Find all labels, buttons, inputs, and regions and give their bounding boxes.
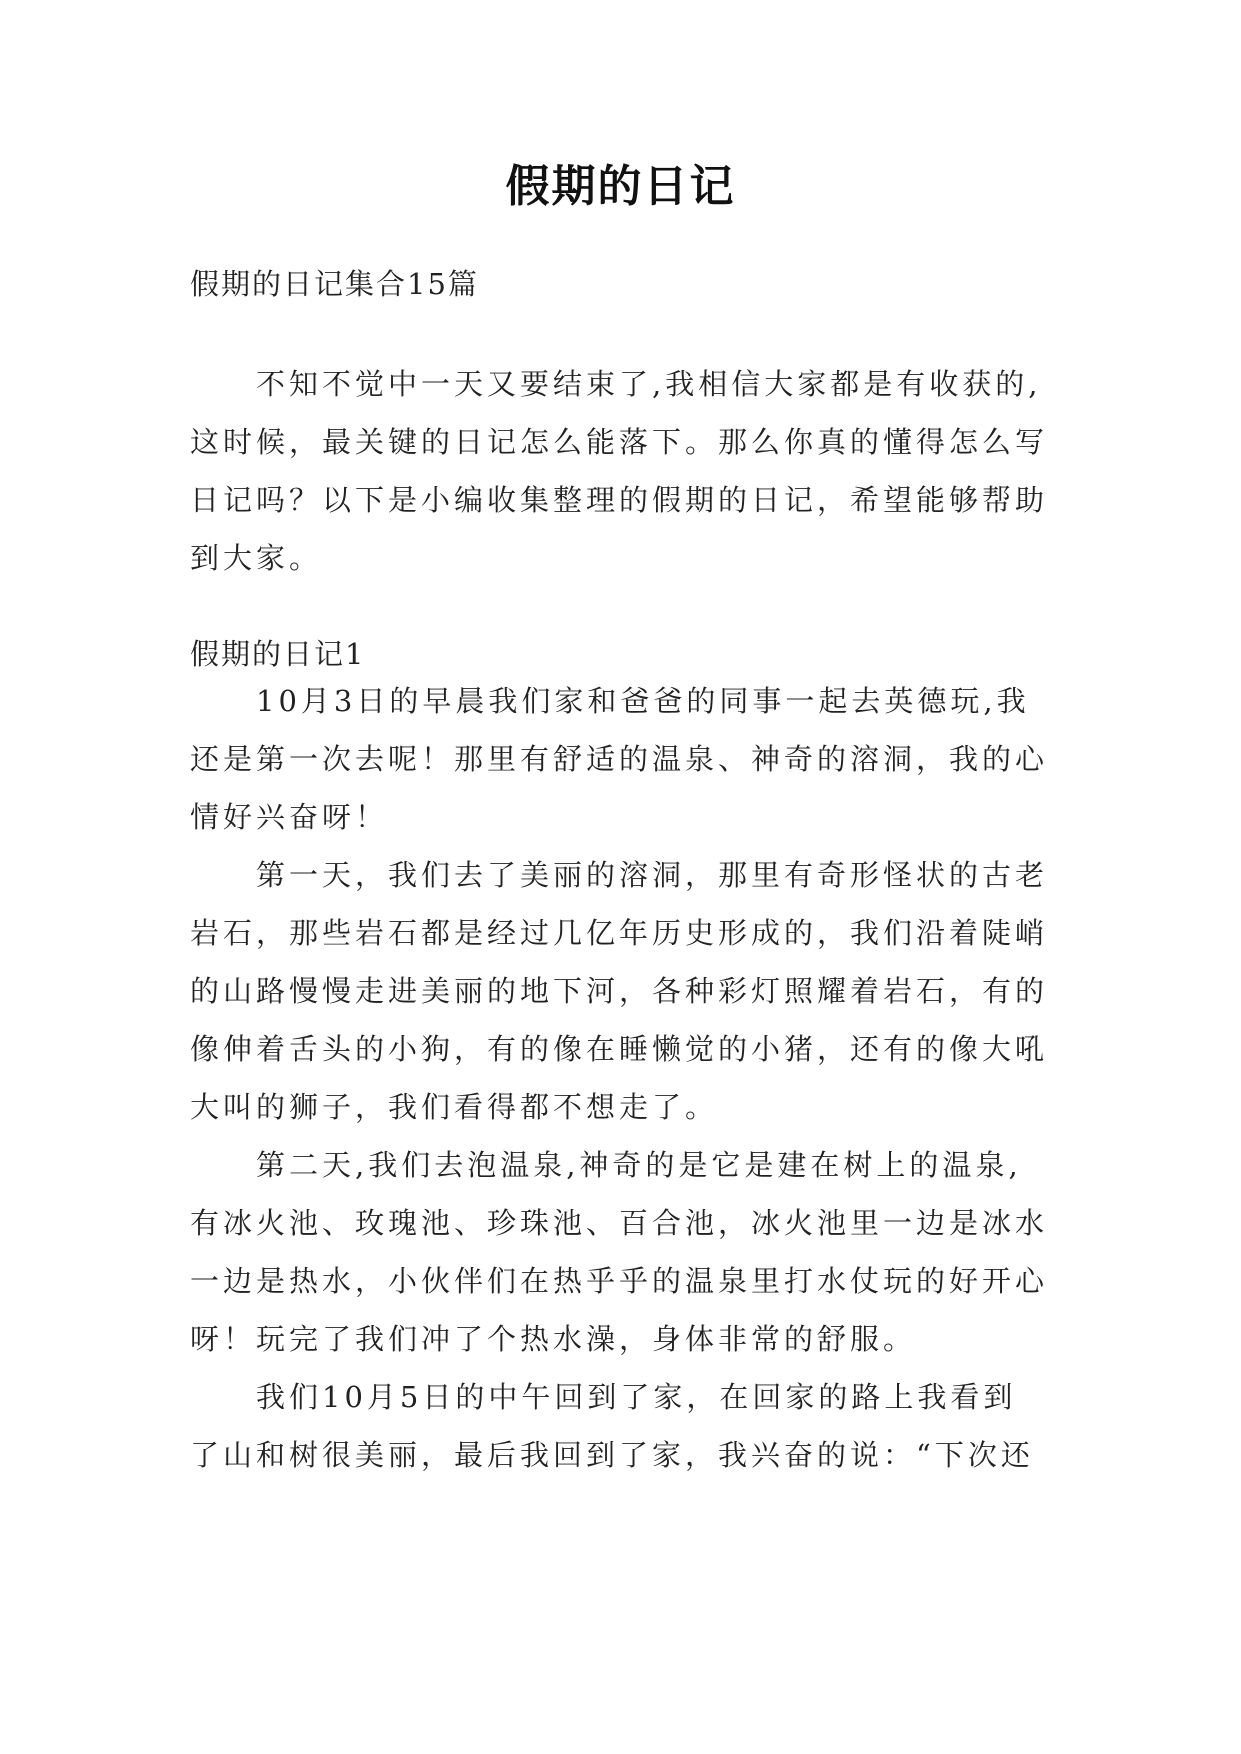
collection-heading: 假期的日记集合15篇 [190, 267, 479, 301]
text-line: 还是第一次去呢！那里有舒适的温泉、神奇的溶洞，我的心 [190, 742, 1049, 776]
text-line: 这时候，最关键的日记怎么能落下。那么你真的懂得怎么写 [190, 425, 1049, 459]
text-line: 像伸着舌头的小狗，有的像在睡懒觉的小猪，还有的像大吼 [190, 1032, 1049, 1066]
entry-paragraph-3 [190, 1136, 1050, 1368]
entry-heading: 假期的日记1 [190, 637, 366, 671]
text-line: 岩石，那些岩石都是经过几亿年历史形成的，我们沿着陡峭 [190, 916, 1049, 950]
intro-paragraph [190, 355, 1050, 587]
document-title: 假期的日记 [505, 161, 736, 212]
text-line: 呀！玩完了我们冲了个热水澡，身体非常的舒服。 [190, 1322, 917, 1356]
entry-paragraph-1 [190, 672, 1050, 846]
text-line: 不知不觉中一天又要结束了,我相信大家都是有收获的, [256, 367, 1042, 401]
text-line: 我们10月5日的中午回到了家，在回家的路上我看到 [256, 1380, 1017, 1414]
text-line: 了山和树很美丽，最后我回到了家，我兴奋的说：“下次还 [190, 1438, 1034, 1472]
text-line: 的山路慢慢走进美丽的地下河，各种彩灯照耀着岩石，有的 [190, 974, 1049, 1008]
entry-paragraph-4 [190, 1368, 1050, 1484]
text-line: 第二天,我们去泡温泉,神奇的是它是建在树上的温泉, [256, 1148, 1022, 1182]
text-line: 10月3日的早晨我们家和爸爸的同事一起去英德玩,我 [256, 684, 1030, 718]
text-line: 第一天，我们去了美丽的溶洞，那里有奇形怪状的古老 [256, 858, 1049, 892]
text-line: 大叫的狮子，我们看得都不想走了。 [190, 1090, 719, 1124]
text-line: 有冰火池、玫瑰池、珍珠池、百合池，冰火池里一边是冰水 [190, 1206, 1049, 1240]
text-line: 日记吗？以下是小编收集整理的假期的日记，希望能够帮助 [190, 483, 1049, 517]
text-line: 一边是热水，小伙伴们在热乎乎的温泉里打水仗玩的好开心 [190, 1264, 1049, 1298]
entry-paragraph-2 [190, 846, 1050, 1136]
text-line: 情好兴奋呀！ [190, 800, 389, 834]
text-line: 到大家。 [190, 541, 323, 575]
